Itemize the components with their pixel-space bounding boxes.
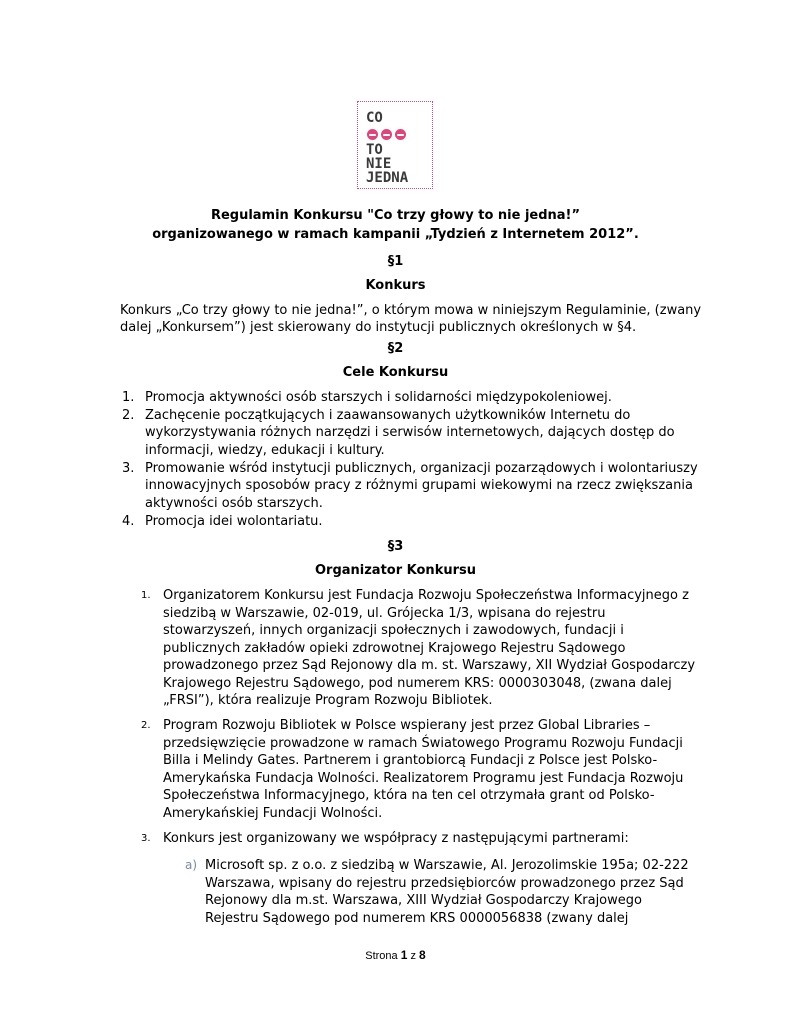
logo-heads-icon — [367, 129, 417, 141]
list-item-line: „FRSI”), która realizuje Program Rozwoju Bibliotek. — [163, 693, 493, 708]
section-mark: §1 — [387, 254, 404, 269]
list-number: 4. — [122, 514, 135, 529]
sub-list-label: a) — [185, 858, 198, 872]
list-item-line: Organizatorem Konkursu jest Fundacja Rozwoju Społeczeństwa Informacyjnego z — [163, 588, 689, 603]
list-item-line: siedzibą w Warszawie, 02-019, ul. Grójecka 1/3, wpisana do rejestru — [163, 606, 606, 621]
paragraph-line: Konkurs „Co trzy głowy to nie jedna!”, o którym mowa w niniejszym Regulaminie, (zwany — [120, 303, 702, 318]
footer-page-number: 1 — [400, 948, 408, 962]
sub-list-line: Warszawa, wpisany do rejestru przedsiębiorców prowadzonego przez Sąd — [205, 876, 684, 891]
section-heading: Organizator Konkursu — [314, 563, 476, 578]
list-item-line: Amerykańskiej Fundacji Wolności. — [163, 806, 383, 821]
list-item-line: Zachęcenie początkujących i zaawansowanych użytkowników Internetu do — [145, 408, 631, 423]
head-icon — [381, 129, 392, 140]
list-number: 3. — [141, 833, 151, 844]
list-item-line: prowadzonego przez Sąd Rejonowy dla m. st. Warszawy, XII Wydział Gospodarczy — [163, 658, 696, 673]
list-item-line: przedsięwzięcie prowadzone w ramach Światowego Programu Rozwoju Fundacji — [163, 736, 683, 751]
list-item-line: Promowanie wśród instytucji publicznych, organizacji pozarządowych i wolontariuszy — [145, 461, 698, 476]
list-number: 3. — [122, 461, 135, 476]
list-item-line: Promocja idei wolontariatu. — [145, 514, 323, 529]
list-item-line: Program Rozwoju Bibliotek w Polsce wspierany jest przez Global Libraries – — [163, 718, 651, 733]
list-item-line: stowarzyszeń, innych organizacji społecznych i zawodowych, fundacji i — [163, 623, 624, 638]
section-heading: Konkurs — [365, 278, 426, 293]
list-item-line: Promocja aktywności osób starszych i solidarności międzypokoleniowej. — [145, 390, 612, 405]
list-item-line: innowacyjnych sposobów pracy z różnymi grupami wiekowymi na rzecz zwiększania — [145, 478, 693, 493]
logo-line: NIE — [366, 156, 392, 172]
list-number: 2. — [141, 720, 151, 731]
footer-total-pages: 8 — [419, 948, 426, 962]
list-item-line: Konkurs jest organizowany we współpracy z następującymi partnerami: — [163, 831, 629, 846]
list-number: 1. — [122, 390, 135, 405]
head-icon — [367, 129, 378, 140]
list-item-line: Krajowego Rejestru Sądowego, pod numerem KRS: 0000303048, (zwana dalej — [163, 676, 672, 691]
list-item-line: Społeczeństwa Informacyjnego, która na ten cel otrzymała grant od Polsko- — [163, 788, 655, 803]
section-heading: Cele Konkursu — [342, 365, 449, 380]
list-number: 1. — [141, 590, 151, 601]
list-item-line: Billa i Melindy Gates. Partnerem i grantobiorcą Fundacji z Polsce jest Polsko- — [163, 753, 658, 768]
logo-line: JEDNA — [366, 170, 409, 186]
co-to-nie-jedna-logo — [357, 101, 433, 189]
footer-prefix: Strona — [365, 950, 398, 962]
list-item-line: Amerykańska Fundacja Wolności. Realizatorem Programu jest Fundacja Rozwoju — [163, 771, 684, 786]
sub-list-line: Rejestru Sądowego pod numerem KRS 0000056838 (zwany dalej — [205, 911, 629, 926]
logo-line: TO — [366, 142, 383, 158]
paragraph-line: dalej „Konkursem”) jest skierowany do instytucji publicznych określonych w §4. — [120, 320, 637, 335]
document-title-line-1: Regulamin Konkursu "Co trzy głowy to nie jedna!” — [210, 208, 581, 223]
sub-list-line: Rejonowy dla m.st. Warszawa, XIII Wydział Gospodarczy Krajowego — [205, 893, 642, 908]
list-number: 2. — [122, 408, 135, 423]
page-footer — [0, 947, 791, 964]
logo-line: CO — [366, 110, 383, 126]
section-mark: §2 — [387, 341, 404, 356]
head-icon — [395, 129, 406, 140]
document-title-line-2: organizowanego w ramach kampanii „Tydzień z Internetem 2012”. — [152, 227, 639, 242]
sub-list-line: Microsoft sp. z o.o. z siedzibą w Warszawie, Al. Jerozolimskie 195a; 02-222 — [205, 858, 689, 873]
list-item-line: aktywności osób starszych. — [145, 496, 323, 511]
list-item-line: wykorzystywania różnych narzędzi i serwisów internetowych, dających dostęp do — [145, 425, 675, 440]
list-item-line: informacji, wiedzy, edukacji i kultury. — [145, 443, 385, 458]
footer-separator: z — [410, 950, 416, 962]
list-item-line: publicznych zakładów opieki zdrowotnej Krajowego Rejestru Sądowego — [163, 641, 626, 656]
section-mark: §3 — [387, 539, 404, 554]
